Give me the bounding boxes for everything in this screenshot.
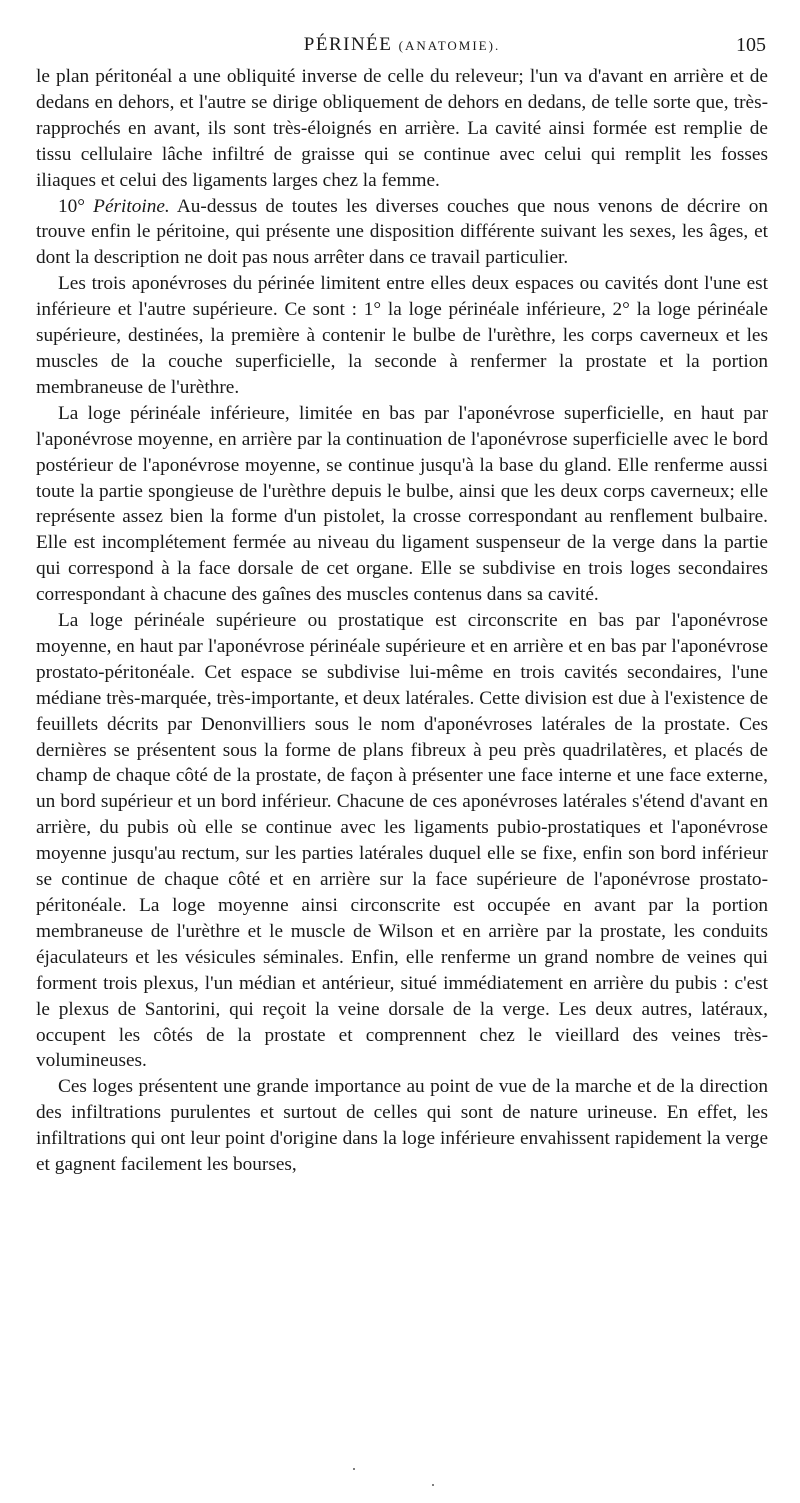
paragraph-6 [36,1074,768,1178]
paragraph-3-text: Les trois aponévroses du périnée limitent entre elles deux espaces ou cavités dont l'une est inférieure et l'autre supérieure. Ce sont : 1° la loge périnéale inférieure, 2° la loge périnéale supérieure, destinées, la première à contenir le bulbe de l'urèthre, les corps caverneux et les muscles de la couche superficielle, la seconde à renfermer la prostate et la portion membraneuse de l'urèthre. [36,273,768,398]
paragraph-2-text: Au-dessus de toutes les diverses couches que nous venons de décrire on trouve enfin le péritoine, qui présente une disposition différente suivant les sexes, les âges, et dont la description ne doit pas nous arrêter dans ce travail particulier. [36,195,768,269]
paragraph-3 [36,271,768,401]
page-number: 105 [736,34,766,56]
running-header [36,34,768,60]
section-number: 10° [58,195,94,217]
paragraph-1-text: le plan péritonéal a une obliquité inverse de celle du releveur; l'un va d'avant en arrière et de dedans en dehors, et l'autre se dirige obliquement de dehors en dedans, de telle sorte que, très-rapprochés en avant, ils sont très-éloignés en arrière. La cavité ainsi formée est remplie de tissu cellulaire lâche infiltré de graisse qui se continue avec celui qui remplit les fosses iliaques et celui des ligaments larges chez la femme. [36,66,768,191]
section-heading-peritoine: Péritoine. [93,195,170,217]
paragraph-4 [36,401,768,608]
paragraph-4-text: La loge périnéale inférieure, limitée en bas par l'aponévrose superficielle, en haut par l'aponévrose moyenne, en arrière par la continuation de l'aponévrose superficielle avec le bord postérieur de l'aponévrose moyenne, se continue jusqu'à la base du gland. Elle renferme aussi toute la partie spongieuse de l'urèthre depuis le bulbe, ainsi que les deux corps caverneux; elle représente assez bien la forme d'un pistolet, la crosse correspondant au renflement bulbaire. Elle est incomplétement fermée au niveau du ligament suspenseur de la verge dans la partie qui correspond à la face dorsale de cet organe. Elle se subdivise en trois loges secondaires correspondant à chacune des gaînes des muscles contenus dans sa cavité. [36,402,768,606]
scan-specks [0,1440,800,1490]
body-text [36,64,768,1178]
paragraph-5 [36,608,768,1074]
running-title-subtitle: (ANATOMIE). [398,38,501,53]
paragraph-5-text: La loge périnéale supérieure ou prostatique est circonscrite en bas par l'aponévrose moyenne, en haut par l'aponévrose périnéale supérieure et en arrière et en bas par l'aponévrose prostato-péritonéale. Cet espace se subdivise lui-même en trois cavités secondaires, l'une médiane très-marquée, très-importante, et deux latérales. Cette division est due à l'existence de feuillets décrits par Denonvilliers sous le nom d'aponévroses latérales de la prostate. Ces dernières se présentent sous la forme de plans fibreux à peu près quadrilatères, et placés de champ de chaque côté de la prostate, de façon à présenter une face interne et une face externe, un bord supérieur et un bord inférieur. Chacune de ces aponévroses latérales s'étend d'avant en arrière, du pubis où elle se continue avec les ligaments pubio-prostatiques et l'aponévrose moyenne jusqu'au rectum, sur les parties latérales duquel elle se fixe, enfin son bord inférieur se continue de chaque côté et en arrière sur la face supérieure de l'aponévrose prostato-péritonéale. La loge moyenne ainsi circonscrite est occupée en avant par la portion membraneuse de l'urèthre et le muscle de Wilson et en arrière par la prostate, les conduits éjaculateurs et les vésicules séminales. Enfin, elle renferme un grand nombre de veines qui forment trois plexus, l'un médian et antérieur, situé immédiatement en arrière du pubis : c'est le plexus de Santorini, qui reçoit la veine dorsale de la verge. Les deux autres, latéraux, occupent les côtés de la prostate et comprennent chez le vieillard des veines très-volumineuses. [36,610,768,1072]
scan-speck [353,1468,355,1470]
running-title [36,34,768,56]
running-title-main: PÉRINÉE [303,34,393,55]
scan-speck [432,1484,434,1486]
paragraph-1 [36,64,768,194]
paragraph-2 [36,194,768,272]
paragraph-6-text: Ces loges présentent une grande importance au point de vue de la marche et de la direction des infiltrations purulentes et surtout de celles qui sont de nature urineuse. En effet, les infiltrations qui ont leur point d'origine dans la loge inférieure envahissent rapidement la verge et gagnent facilement les bourses, [36,1076,768,1176]
